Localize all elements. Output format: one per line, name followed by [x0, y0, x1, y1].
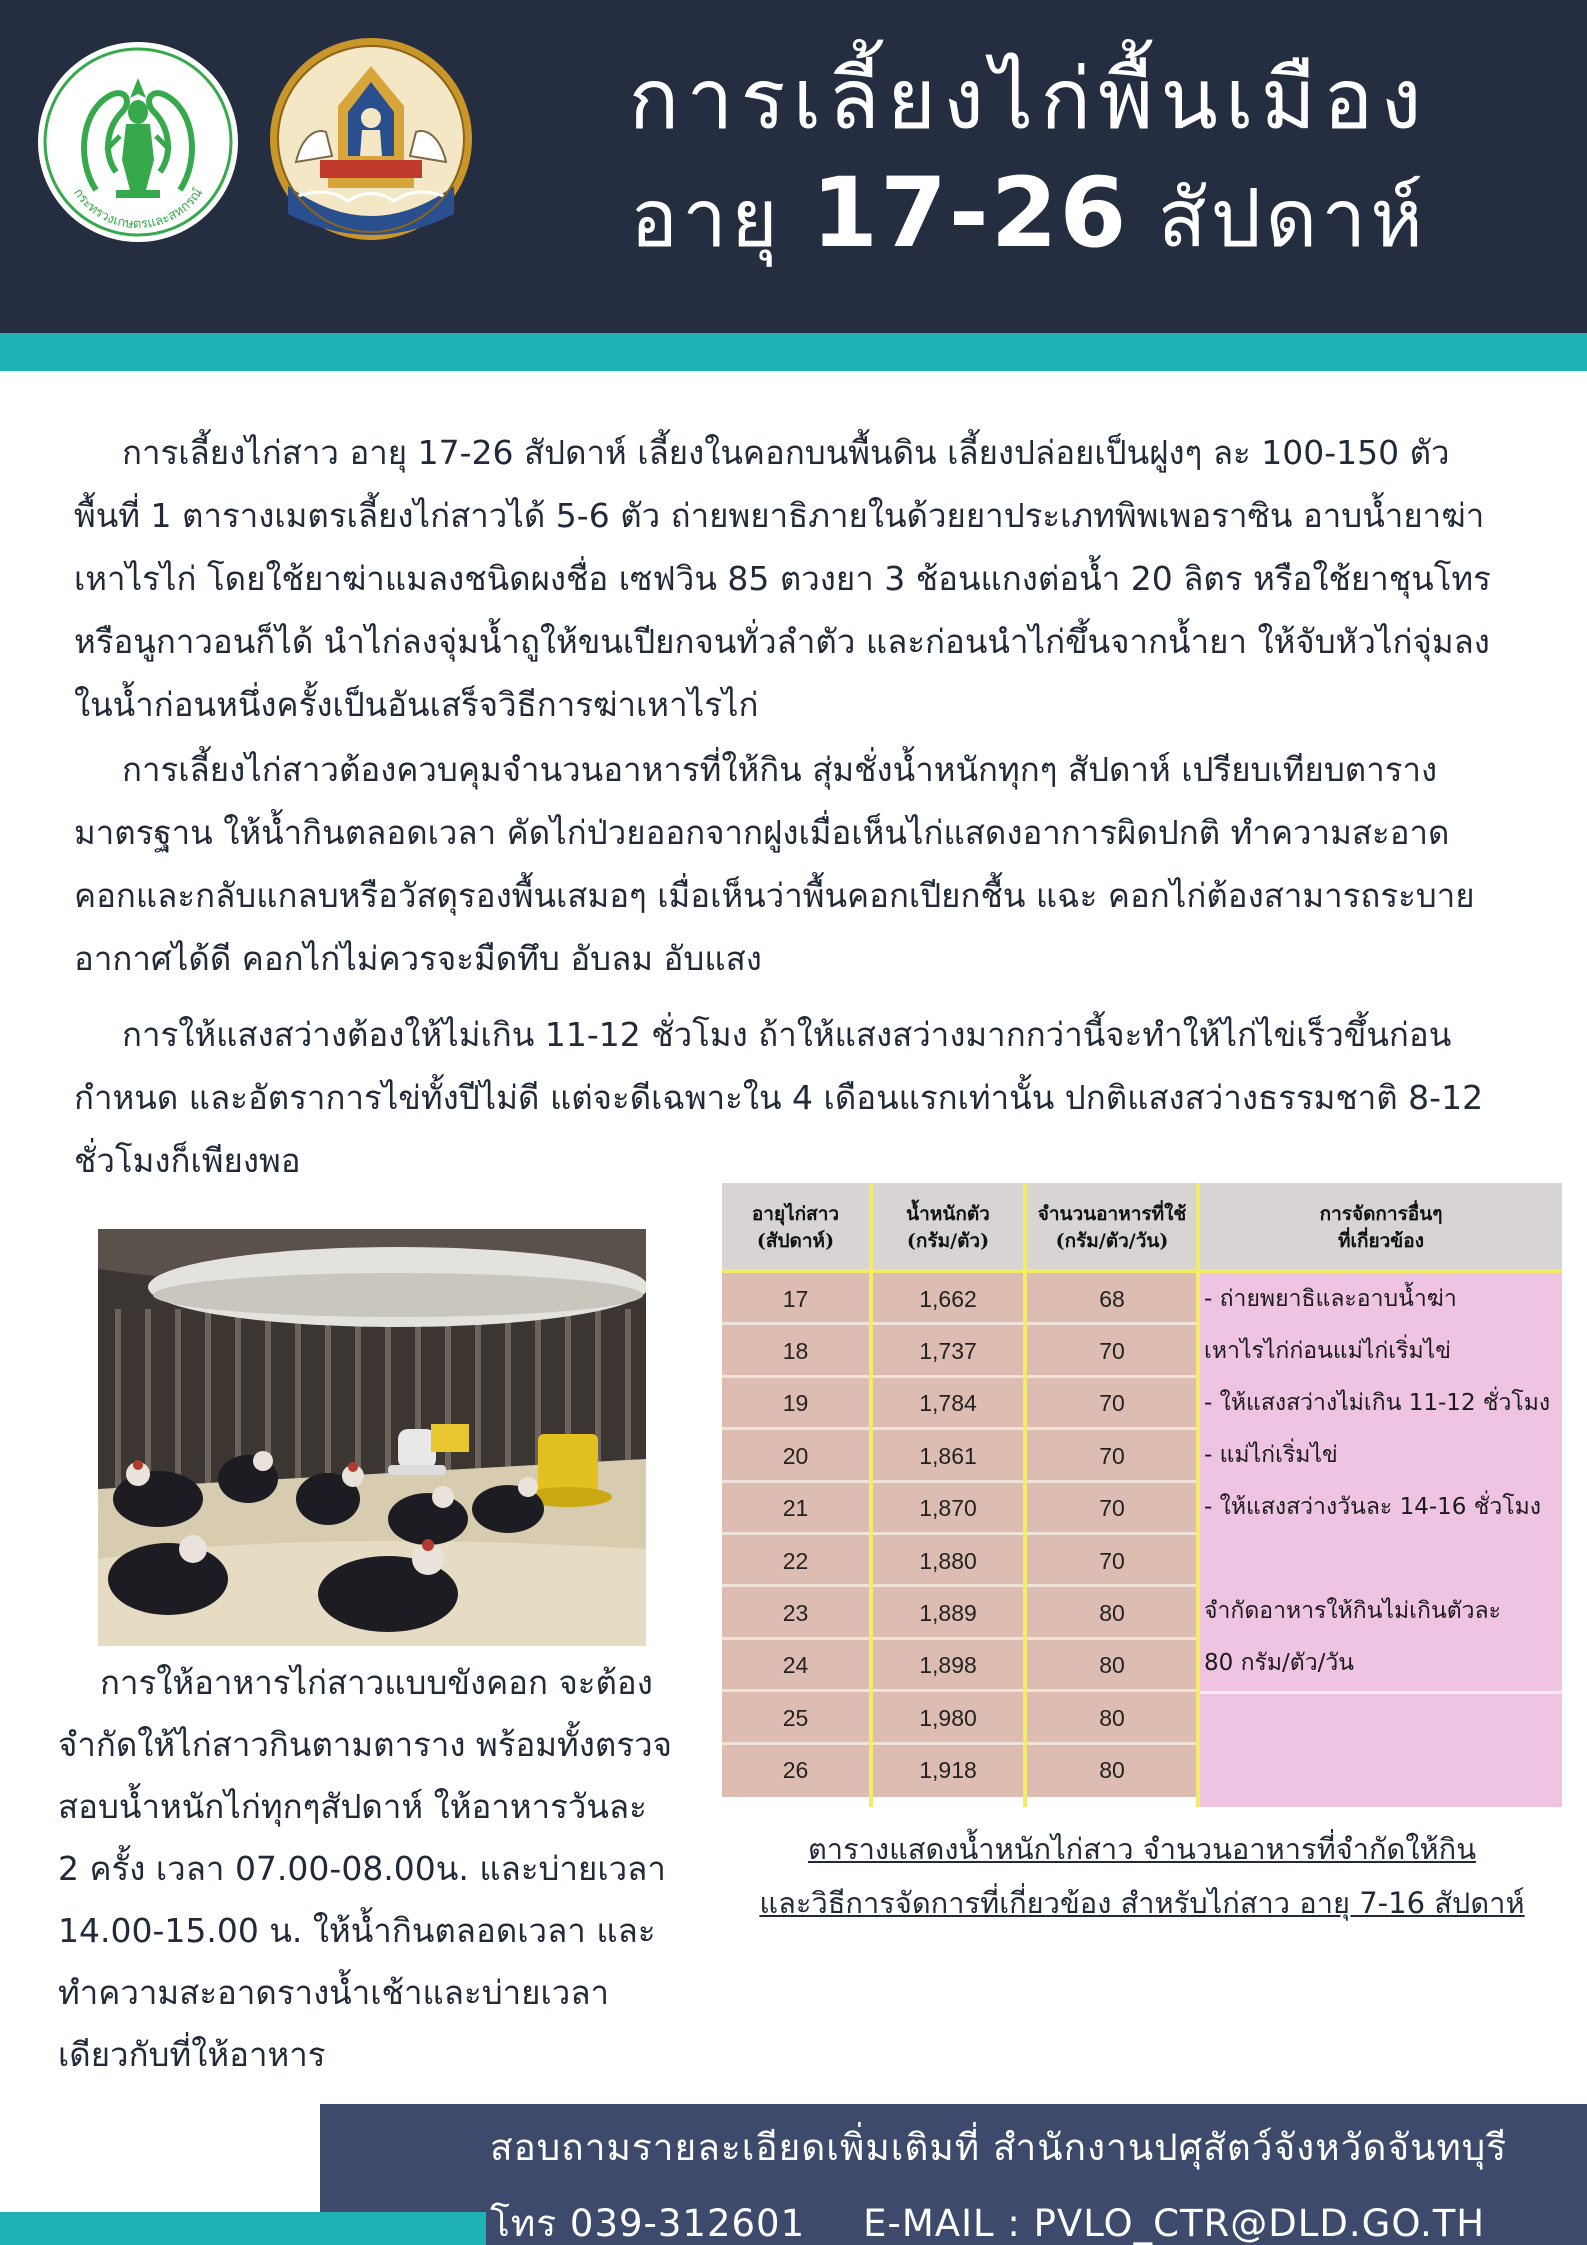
cell-feed: 80	[1099, 1599, 1125, 1626]
column-divider	[1196, 1183, 1200, 1807]
paragraph-feeding-control: การเลี้ยงไก่สาวต้องควบคุมจำนวนอาหารที่ให้กิน สุ่มชั่งน้ำหนักทุกๆ สัปดาห์ เปรียบเทียบตารางมาตรฐาน ให้น้ำกินตลอดเวลา คัดไก่ป่วยออกจากฝูงเมื่อเห็นไก่แสดงอาการผิดปกติ ทำความสะอาดคอกและกลับแกลบหรือวัสดุรองพื้นเสมอๆ เมื่อเห็นว่าพื้นคอกเปียกชื้น แฉะ คอกไก่ต้องสามารถระบายอากาศได้ดี คอกไก่ไม่ควรจะมืดทึบ อับลม อับแสง	[74, 750, 1475, 978]
cell-weight: 1,980	[919, 1704, 977, 1731]
cell-weight: 1,898	[919, 1652, 977, 1679]
header-other-management: การจัดการอื่นๆ ที่เกี่ยวข้อง	[1319, 1203, 1443, 1252]
note-laying-start: - แม่ไก่เริ่มไข่	[1204, 1442, 1338, 1468]
header-accent-band	[0, 333, 1587, 371]
cell-weight: 1,784	[919, 1390, 977, 1417]
feeding-schedule-text: การให้อาหารไก่สาวแบบขังคอก จะต้องจำกัดให้ไก่สาวกินตามตาราง พร้อมทั้งตรวจสอบน้ำหนักไก่ทุกๆสัปดาห์ ให้อาหารวันละ 2 ครั้ง เวลา 07.00-08.00น. และบ่ายเวลา 14.00-15.00 น. ให้น้ำกินตลอดเวลา และทำความสะอาดรางน้ำเช้าและบ่ายเวลาเดียวกับที่ให้อาหาร	[58, 1663, 672, 2074]
footer-accent-band	[0, 2212, 486, 2245]
chicken-pen-photo	[98, 1229, 646, 1646]
note-deworm-cont: เหาไรไก่ก่อนแม่ไก่เริ่มไข่	[1204, 1338, 1451, 1364]
cell-feed: 80	[1099, 1652, 1125, 1679]
cell-age: 20	[782, 1442, 809, 1469]
cell-feed: 68	[1099, 1285, 1125, 1312]
cell-age: 21	[782, 1495, 809, 1522]
note-light-daily: - ให้แสงสว่างวันละ 14-16 ชั่วโมง	[1204, 1494, 1542, 1520]
cell-age: 17	[782, 1285, 809, 1312]
table-row	[722, 1325, 1198, 1377]
table-row	[722, 1378, 1198, 1430]
title-week-label: สัปดาห์	[1157, 172, 1427, 265]
paragraph-housing: การเลี้ยงไก่สาว อายุ 17-26 สัปดาห์ เลี้ยงในคอกบนพื้นดิน เลี้ยงปล่อยเป็นฝูงๆ ละ 100-150 ตัว พื้นที่ 1 ตารางเมตรเลี้ยงไก่สาวได้ 5-6 ตัว ถ่ายพยาธิภายในด้วยยาประเภทพิพเพอราซิน อาบน้ำยาฆ่าเหาไรไก่ โดยใช้ยาฆ่าแมลงชนิดผงชื่อ เซฟวิน 85 ตวงยา 3 ช้อนแกงต่อน้ำ 20 ลิตร หรือใช้ยาชุนโทรหรือนูกาวอนก็ได้ นำไก่ลงจุ่มน้ำถูให้ขนเปียกจนทั่วลำตัว และก่อนนำไก่ขึ้นจากน้ำยา ให้จับหัวไก่จุ่มลงในน้ำก่อนหนึ่งครั้งเป็นอันเสร็จวิธีการฆ่าเหาไรไก่	[74, 433, 1491, 724]
cell-weight: 1,870	[919, 1495, 977, 1522]
cell-weight: 1,880	[919, 1547, 977, 1574]
cell-weight: 1,662	[919, 1285, 977, 1312]
cell-feed: 70	[1099, 1337, 1125, 1364]
cell-feed: 80	[1099, 1757, 1125, 1784]
title-age-label: อายุ	[630, 172, 782, 265]
header-weight: น้ำหนักตัว (กรัม/ตัว)	[906, 1203, 990, 1252]
footer-phone: โทร 039-312601	[490, 2202, 806, 2245]
growth-table	[722, 1183, 1562, 1807]
dld-seal-logo	[268, 36, 474, 242]
cell-feed: 70	[1099, 1547, 1125, 1574]
table-row	[722, 1745, 1198, 1797]
table-row	[722, 1483, 1198, 1535]
notes-separator	[1200, 1691, 1562, 1694]
cell-feed: 70	[1099, 1495, 1125, 1522]
table-row	[722, 1535, 1198, 1587]
column-divider	[1023, 1183, 1027, 1807]
cell-age: 25	[782, 1704, 809, 1731]
table-caption-line1: ตารางแสดงน้ำหนักไก่สาว จำนวนอาหารที่จำกัดให้กิน	[807, 1832, 1477, 1866]
cell-age: 18	[782, 1337, 809, 1364]
page-title-line2	[470, 158, 1587, 274]
cell-weight: 1,889	[919, 1599, 977, 1626]
cell-weight: 1,861	[919, 1442, 977, 1469]
moac-logo	[36, 40, 240, 244]
cell-age: 24	[782, 1652, 809, 1679]
cell-feed: 70	[1099, 1442, 1125, 1469]
note-deworm: - ถ่ายพยาธิและอาบน้ำฆ่า	[1204, 1286, 1457, 1312]
header-feed: จำนวนอาหารที่ใช้ (กรัม/ตัว/วัน)	[1037, 1203, 1187, 1252]
table-row	[722, 1640, 1198, 1692]
footer-email: E-MAIL : PVLO_CTR@DLD.GO.TH	[863, 2202, 1486, 2245]
title-age-range: 17-26	[811, 157, 1129, 269]
cell-age: 26	[782, 1757, 809, 1784]
note-feed-limit-cont: 80 กรัม/ตัว/วัน	[1204, 1650, 1355, 1676]
header-age: อายุไก่สาว (สัปดาห์)	[751, 1203, 840, 1252]
note-light-limit: - ให้แสงสว่างไม่เกิน 11-12 ชั่วโมง	[1204, 1390, 1551, 1416]
table-header	[722, 1183, 1562, 1273]
footer-contact-details	[490, 2194, 1485, 2245]
table-row	[722, 1587, 1198, 1639]
svg-text:กระทรวงเกษตรและสหกรณ์: กระทรวงเกษตรและสหกรณ์	[70, 185, 207, 233]
cell-age: 19	[782, 1390, 809, 1417]
table-row	[722, 1692, 1198, 1744]
paragraph-lighting: การให้แสงสว่างต้องให้ไม่เกิน 11-12 ชั่วโมง ถ้าให้แสงสว่างมากกว่านี้จะทำให้ไก่ไข่เร็วขึ้นก่อนกำหนด และอัตราการไข่ทั้งปีไม่ดี แต่จะดีเฉพาะใน 4 เดือนแรกเท่านั้น ปกติแสงสว่างธรรมชาติ 8-12 ชั่วโมงก็เพียงพอ	[74, 1015, 1484, 1180]
cell-age: 22	[782, 1547, 809, 1574]
table-body	[722, 1273, 1562, 1807]
table-caption-line2: และวิธีการจัดการที่เกี่ยวข้อง สำหรับไก่สาว อายุ 7-16 สัปดาห์	[759, 1886, 1525, 1920]
footer-contact-line: สอบถามรายละเอียดเพิ่มเติมที่ สำนักงานปศุสัตว์จังหวัดจันทบุรี	[490, 2126, 1508, 2169]
cell-feed: 80	[1099, 1704, 1125, 1731]
column-divider	[869, 1183, 873, 1807]
table-row	[722, 1273, 1198, 1325]
table-row	[722, 1430, 1198, 1482]
cell-weight: 1,737	[919, 1337, 977, 1364]
page-title-line1: การเลี้ยงไก่พื้นเมือง	[628, 50, 1429, 148]
note-feed-limit: จำกัดอาหารให้กินไม่เกินตัวละ	[1204, 1598, 1501, 1624]
cell-weight: 1,918	[919, 1757, 977, 1784]
cell-age: 23	[782, 1599, 809, 1626]
cell-feed: 70	[1099, 1390, 1125, 1417]
